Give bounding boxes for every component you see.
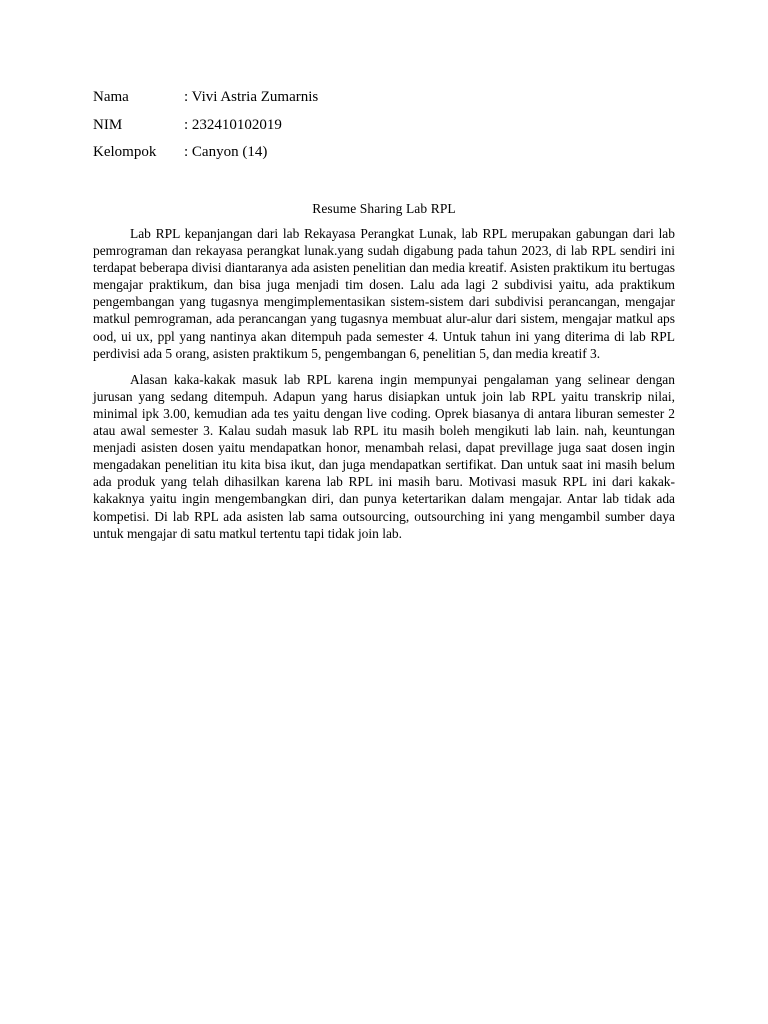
nama-row: [93, 87, 493, 115]
paragraph-1: Lab RPL kepanjangan dari lab Rekayasa Perangkat Lunak, lab RPL merupakan gabungan dari lab pemrograman dan rekayasa perangkat lunak.yang sudah digabung pada tahun 2023, di lab RPL sendiri ini terdapat beberapa divisi diantaranya ada asisten penelitian dan media kreatif. Asisten praktikum itu bertugas mengajar praktikum, dan bisa juga menjadi tim dosen. Lalu ada lagi 2 subdivisi yaitu, ada praktikum pengembangan yang tugasnya mengimplementasikan sistem-sistem dari subdivisi perancangan, mengajar matkul pemrograman, ada perancangan yang tugasnya membuat alur-alur dari sistem, mengajar matkul aps ood, ui ux, ppl yang nantinya akan ditempuh pada semester 4. Untuk tahun ini yang diterima di lab RPL perdivisi ada 5 orang, asisten praktikum 5, pengembangan 6, penelitian 5, dan media kreatif 3.: [93, 226, 675, 361]
document-title: Resume Sharing Lab RPL: [312, 201, 456, 216]
kelompok-value: : Canyon (14): [184, 144, 268, 160]
nim-label: NIM: [93, 116, 123, 133]
nim-row: [93, 115, 493, 143]
kelompok-row: [93, 142, 493, 170]
kelompok-label: Kelompok: [93, 144, 157, 160]
paragraph-2: Alasan kaka-kakak masuk lab RPL karena ingin mempunyai pengalaman yang selinear dengan jurusan yang sedang ditempuh. Adapun yang harus disiapkan untuk join lab RPL yaitu transkrip nilai, minimal ipk 3.00, kemudian ada tes yaitu dengan live coding. Oprek biasanya di antara liburan semester 2 atau awal semester 3. Kalau sudah masuk lab RPL itu masih boleh mengikuti lab lain. nah, keuntungan menjadi asisten dosen yaitu mendapatkan honor, menambah relasi, dapat previllage juga saat dosen ingin mengadakan penelitian itu kita bisa ikut, dan juga mendapatkan sertifikat. Dan untuk saat ini masih belum ada produk yang telah dihasilkan karena lab RPL ini masih baru. Motivasi masuk RPL ini dari kakak-kakaknya yaitu ingin mengembangkan diri, dan punya ketertarikan dalam mengajar. Antar lab tidak ada kompetisi. Di lab RPL ada asisten lab sama outsourcing, outsourching ini yang mengambil sumber daya untuk mengajar di satu matkul tertentu tapi tidak join lab.: [93, 371, 675, 541]
document-body: [93, 225, 675, 551]
nim-value: : 232410102019: [184, 116, 282, 133]
student-info: [93, 87, 493, 170]
nama-value: : Vivi Astria Zumarnis: [184, 89, 319, 105]
nama-label: Nama: [93, 89, 129, 105]
